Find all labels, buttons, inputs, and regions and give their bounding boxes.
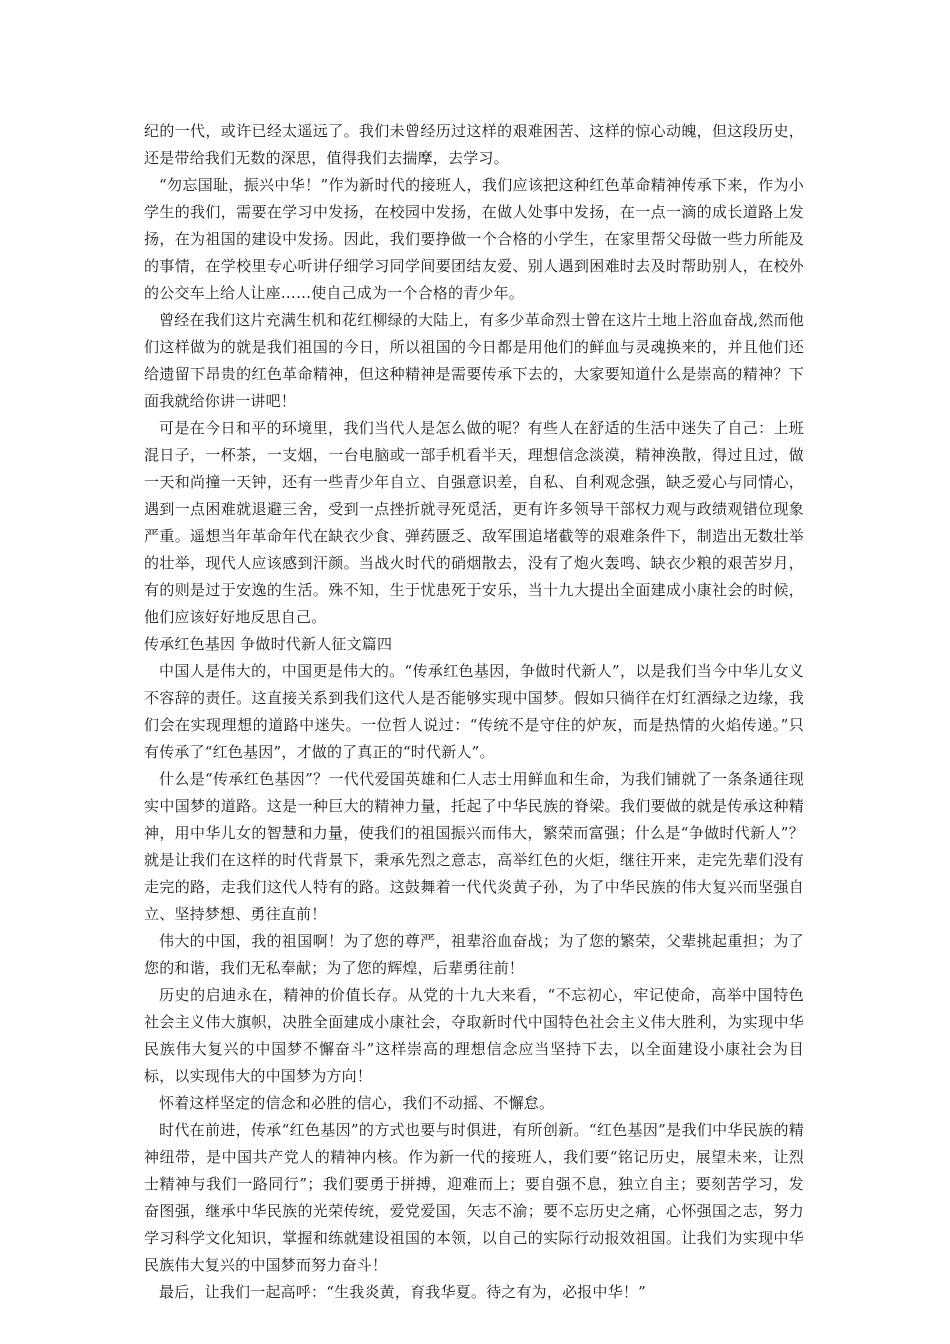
paragraph-4: 可是在今日和平的环境里，我们当代人是怎么做的呢？有些人在舒适的生活中迷失了自己：上班混日子，一杯茶，一支烟，一台电脑或一部手机看半天，理想信念淡漠，精神涣散，得过且过，做一天和尚撞一天钟，还有一些青少年自立、自强意识差，自私、自利观念强，缺乏爱心与同情心，遇到一点困难就退避三舍，受到一点挫折就寻死觅活，更有许多领导干部权力观与政绩观错位现象严重。遥想当年革命年代在缺衣少食、弹药匮乏、敌军围追堵截等的艰难条件下，制造出无数壮举的壮举，现代人应该感到汗颜。当战火时代的硝烟散去，没有了炮火轰鸣、缺衣少粮的艰苦岁月，有的则是过于安逸的生活。殊不知，生于忧患死于安乐，当十九大提出全面建成小康社会的时候，他们应该好好地反思自己。 [144,419,804,626]
section-paragraph-6: 时代在前进，传承“红色基因”的方式也要与时俱进，有所创新。“红色基因”是我们中华民族的精神纽带，是中国共产党人的精神内核。作为新一代的接班人，我们要“铭记历史，展望未来，让烈士精神与我们一路同行”；我们要勇于拼搏，迎难而上；要自强不息，独立自主；要刻苦学习，发奋图强，继承中华民族的光荣传统，爱党爱国，矢志不渝；要不忘历史之痛，心怀强国之志，努力学习科学文化知识，掌握和练就建设祖国的本领，以自己的实际行动报效祖国。让我们为实现中华民族伟大复兴的中国梦而努力奋斗！ [144,1121,804,1274]
section-paragraph-2: 什么是“传承红色基因”？一代代爱国英雄和仁人志士用鲜血和生命，为我们铺就了一条条通往现实中国梦的道路。这是一种巨大的精神力量，托起了中华民族的脊梁。我们要做的就是传承这种精神，用中华儿女的智慧和力量，使我们的祖国振兴而伟大，繁荣而富强；什么是“争做时代新人”？就是让我们在这样的时代背景下，秉承先烈之意志，高举红色的火炬，继往开来，走完先辈们没有走完的路，走我们这代人特有的路。这鼓舞着一代代炎黄子孙，为了中华民族的伟大复兴而坚强自立、坚持梦想、勇往直前！ [144,770,804,923]
section-paragraph-5: 怀着这样坚定的信念和必胜的信心，我们不动摇、不懈怠。 [159,1094,555,1112]
paragraph-3: 曾经在我们这片充满生机和花红柳绿的大陆上，有多少革命烈士曾在这片土地上浴血奋战,然而他们这样做为的就是我们祖国的今日，所以祖国的今日都是用他们的鲜血与灵魂换来的，并且他们还给遗留下昂贵的红色革命精神，但这种精神是需要传承下去的，大家要知道什么是崇高的精神？下面我就给你讲一讲吧！ [144,311,804,410]
section-paragraph-7: 最后，让我们一起高呼：“生我炎黄，育我华夏。待之有为，必报中华！” [159,1283,646,1301]
section-paragraph-4: 历史的启迪永在，精神的价值长存。从党的十九大来看，“不忘初心，牢记使命，高举中国特色社会主义伟大旗帜，决胜全面建成小康社会，夺取新时代中国特色社会主义伟大胜利，为实现中华民族伟大复兴的中国梦不懈奋斗”这样崇高的理想信念应当坚持下去，以全面建设小康社会为目标，以实现伟大的中国梦为方向！ [144,986,804,1085]
section-title: 传承红色基因 争做时代新人征文篇四 [144,635,393,653]
document-body [144,118,804,1306]
paragraph-2: “勿忘国耻，振兴中华！”作为新时代的接班人，我们应该把这种红色革命精神传承下来，作为小学生的我们，需要在学习中发扬，在校园中发扬，在做人处事中发扬，在一点一滴的成长道路上发扬，在为祖国的建设中发扬。因此，我们要挣做一个合格的小学生，在家里帮父母做一些力所能及的事情，在学校里专心听讲仔细学习同学间要团结友爱、别人遇到困难时去及时帮助别人，在校外的公交车上给人让座……使自己成为一个合格的青少年。 [144,176,804,302]
paragraph-1: 纪的一代，或许已经太遥远了。我们未曾经历过这样的艰难困苦、这样的惊心动魄，但这段历史，还是带给我们无数的深思，值得我们去揣摩，去学习。 [144,122,804,167]
section-paragraph-1: 中国人是伟大的，中国更是伟大的。“传承红色基因，争做时代新人”，以是我们当今中华儿女义不容辞的责任。这直接关系到我们这代人是否能够实现中国梦。假如只徜徉在灯红酒绿之边缘，我们会在实现理想的道路中迷失。一位哲人说过：“传统不是守住的炉灰，而是热情的火焰传递。”只有传承了“红色基因”，才做的了真正的“时代新人”。 [144,662,804,761]
section-paragraph-3: 伟大的中国，我的祖国啊！为了您的尊严，祖辈浴血奋战；为了您的繁荣，父辈挑起重担；为了您的和谐，我们无私奉献；为了您的辉煌，后辈勇往前！ [144,932,804,977]
